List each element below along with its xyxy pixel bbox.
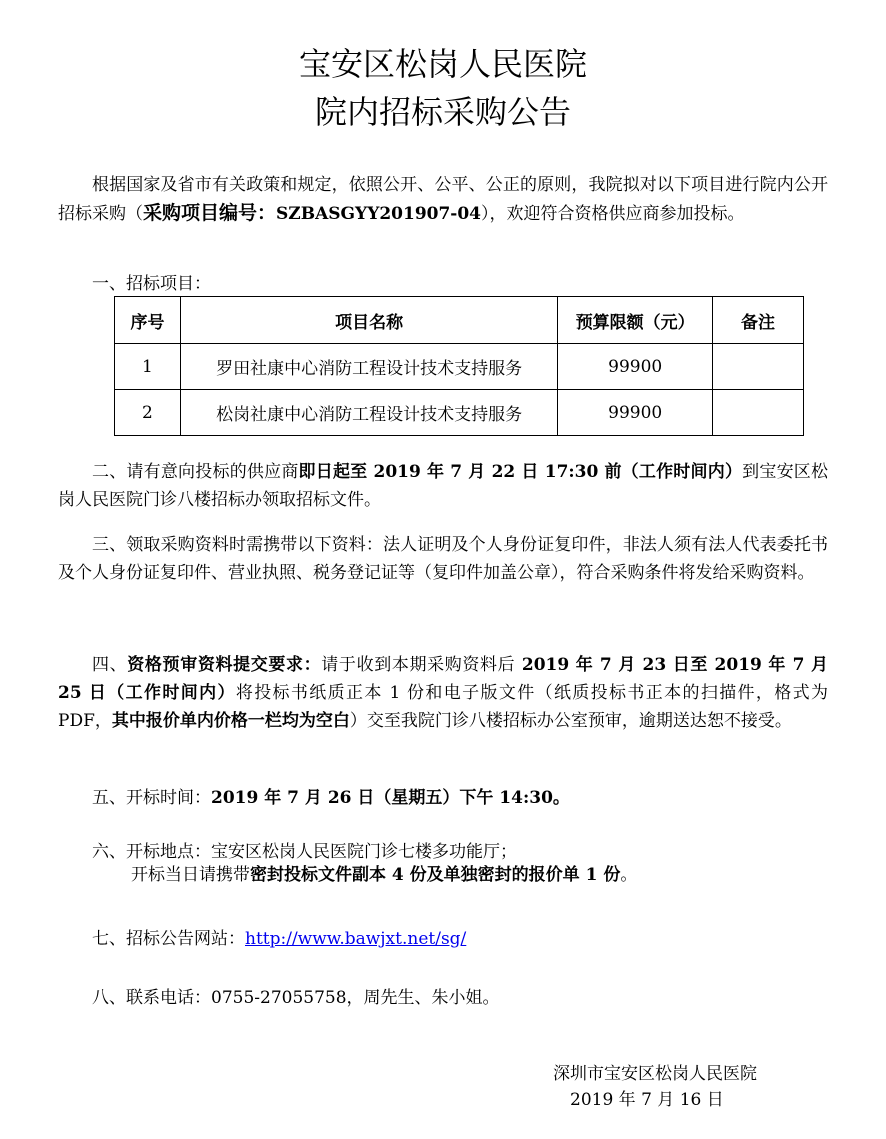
intro-text-2: ），欢迎符合资格供应商参加投标。	[481, 204, 745, 224]
row-remarks	[713, 344, 804, 390]
row-number: 1	[115, 344, 181, 390]
intro-paragraph	[58, 171, 828, 228]
col-header-number: 序号	[115, 297, 181, 344]
section-6-prefix: 开标当日请携带	[131, 865, 250, 885]
table-header-row	[115, 297, 804, 344]
signature-date: 2019 年 7 月 16 日	[570, 1090, 724, 1110]
section-8-line: 八、联系电话：0755-27055758，周先生、朱小姐。	[92, 988, 500, 1008]
section-2-deadline: 即日起至 2019 年 7 月 22 日 17:30 前（工作时间内）	[298, 462, 743, 482]
section-7-line	[92, 925, 466, 953]
announcement-title: 院内招标采购公告	[314, 93, 571, 131]
section-4-dates: 2019 年 7 月 23 日至 2019 年 7 月 25 日（工作时间内）	[58, 655, 829, 703]
section-6-suffix: 。	[620, 865, 638, 885]
section-2-prefix: 二、请有意向投标的供应商	[92, 462, 299, 482]
section-5-line	[92, 784, 570, 812]
section-4-text-3: ）交至我院门诊八楼招标办公室预审，逾期送达恕不接受。	[349, 711, 792, 731]
row-budget: 99900	[558, 344, 713, 390]
bid-items-table	[114, 296, 804, 436]
row-number: 2	[115, 390, 181, 436]
row-project-name: 罗田社康中心消防工程设计技术支持服务	[180, 344, 557, 390]
section-2-suffix: 到宝安区松岗人民医院门诊八楼招标办领取招标文件。	[58, 462, 829, 510]
signature-organization: 深圳市宝安区松岗人民医院	[553, 1064, 757, 1084]
section-6-bold: 密封投标文件副本 4 份及单独密封的报价单 1 份	[250, 865, 621, 885]
table-row	[115, 390, 804, 436]
section-6-line-1: 六、开标地点：宝安区松岗人民医院门诊七楼多功能厅；	[92, 842, 517, 862]
table-row	[115, 344, 804, 390]
row-project-name: 松岗社康中心消防工程设计技术支持服务	[180, 390, 557, 436]
section-4-paragraph	[58, 651, 828, 735]
website-link[interactable]: http://www.bawjxt.net/sg/	[245, 929, 467, 949]
project-number-label: 采购项目编号：	[143, 202, 277, 224]
col-header-budget: 预算限额（元）	[558, 297, 713, 344]
section-3-paragraph: 三、领取采购资料时需携带以下资料：法人证明及个人身份证复印件，非法人须有法人代表委托书及个人身份证复印件、营业执照、税务登记证等（复印件加盖公章），符合采购条件将发给采购资料。	[58, 535, 828, 583]
section-5-time: 2019 年 7 月 26 日（星期五）下午 14:30。	[211, 788, 570, 808]
section-4-text-2: 将投标书纸质正本 1 份和电子版文件（纸质投标书正本的扫描件，格式为 PDF，	[58, 683, 828, 731]
section-1-heading: 一、招标项目：	[92, 274, 211, 294]
col-header-project-name: 项目名称	[180, 297, 557, 344]
row-budget: 99900	[558, 390, 713, 436]
section-7-label: 七、招标公告网站：	[92, 929, 245, 949]
section-2-paragraph	[58, 458, 828, 514]
intro-text-1: 根据国家及省市有关政策和规定，依照公开、公平、公正的原则，我院拟对以下项目进行院内公开招标采购（	[58, 175, 828, 224]
section-4-price-note: 其中报价单内价格一栏均为空白	[111, 711, 350, 731]
row-remarks	[713, 390, 804, 436]
section-4-heading: 资格预审资料提交要求：	[127, 655, 322, 675]
section-4-number: 四、	[92, 655, 128, 675]
col-header-remarks: 备注	[713, 297, 804, 344]
section-5-label: 五、开标时间：	[92, 788, 211, 808]
section-4-text-1: 请于收到本期采购资料后	[321, 655, 516, 675]
project-number-code: SZBASGYY201907-04	[276, 204, 482, 224]
section-6-line-2	[131, 861, 637, 889]
hospital-title: 宝安区松岗人民医院	[298, 45, 587, 83]
